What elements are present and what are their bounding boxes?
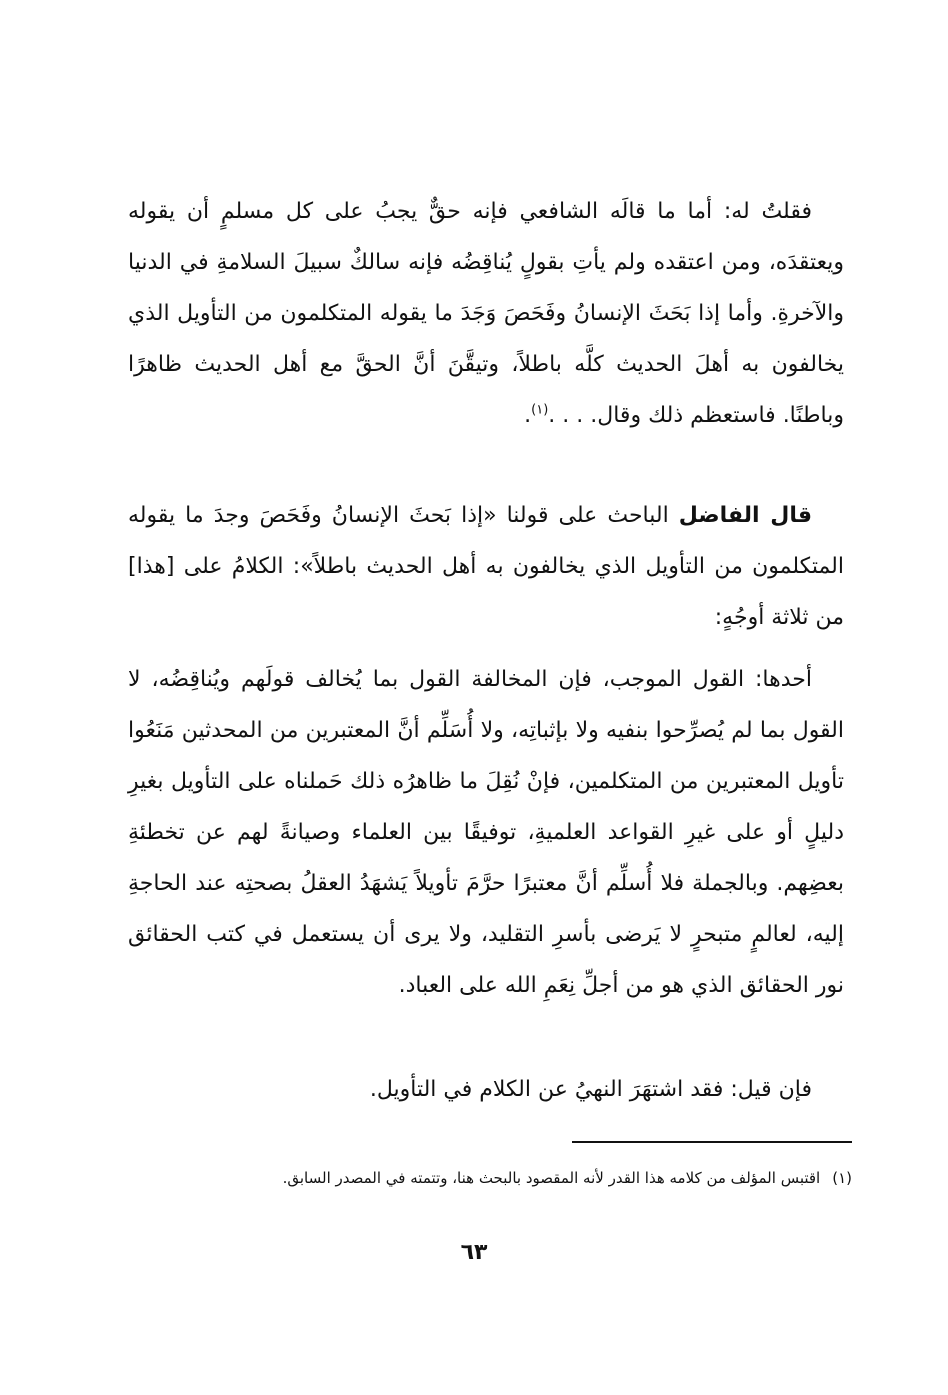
paragraph-3 (128, 654, 844, 1011)
footnote (128, 1162, 852, 1195)
footnote-number: (١) (832, 1169, 852, 1187)
paragraph-4 (128, 1064, 844, 1115)
footnote-text: اقتبس المؤلف من كلامه هذا القدر لأنه المقصود بالبحث هنا، وتتمته في المصدر السابق. (282, 1169, 821, 1187)
paragraph-1-end: . (524, 403, 532, 428)
paragraph-3-text: أحدها: القول الموجب، فإن المخالفة القول بما يُخالف قولَهم ويُناقِضُه، لا القول بما لم يُصرِّحوا بنفيه ولا بإثباتِه، ولا أُسَلِّم أنَّ المعتبرين من المحدثين مَنَعُوا تأويل المعتبرين من المتكلمين، فإنْ نُقِلَ ما ظاهرُه ذلك حَملناه على التأويل بغيرِ دليلٍ أو على غيرِ القواعد العلميةِ، توفيقًا بين العلماء وصيانةً لهم عن تخطئةِ بعضِهم. وبالجملة فلا أُسلِّم أنَّ معتبرًا حرَّمَ تأويلاً يَشهَدُ العقلُ بصحتِه عند الحاجةِ إليه، لعالمٍ متبحرٍ لا يَرضى بأسرِ التقليد، ولا يرى أن يستعمل في كتب الحقائق نور الحقائق الذي هو من أجلِّ نِعَمِ الله على العباد. (128, 667, 844, 998)
paragraph-1 (128, 186, 844, 441)
footnote-marker: (١) (531, 402, 549, 418)
page-number: ٦٣ (460, 1240, 488, 1265)
footnote-separator (572, 1141, 852, 1143)
paragraph-2-lead: قال الفاضل (678, 503, 812, 528)
paragraph-4-text: فإن قيل: فقد اشتهَرَ النهيُ عن الكلام في التأويل. (369, 1077, 812, 1102)
paragraph-2-text: الباحث على قولنا «إذا بَحثَ الإنسانُ وفَحَصَ وجدَ ما يقوله المتكلمون من التأويل الذي يخالفون به أهل الحديث باطلاً»: الكلامُ على [هذا] من ثلاثة أوجُهٍ: (128, 503, 844, 630)
paragraph-2 (128, 490, 844, 643)
paragraph-1-text: فقلتُ له: أما ما قالَه الشافعي فإنه حقٌّ يجبُ على كل مسلمٍ أن يقوله ويعتقدَه، ومن اعتقده ولم يأتِ بقولٍ يُناقِضُه فإنه سالكٌ سبيلَ السلامةِ في الدنيا والآخرةِ. وأما إذا بَحَثَ الإنسانُ وفَحَصَ وَجَدَ ما يقوله المتكلمون من التأويل الذي يخالفون به أهلَ الحديث كلَّه باطلاً، وتيقَّنَ أنَّ الحقَّ مع أهل الحديث ظاهرًا وباطنًا. فاستعظم ذلك وقال. . . . (128, 199, 844, 428)
